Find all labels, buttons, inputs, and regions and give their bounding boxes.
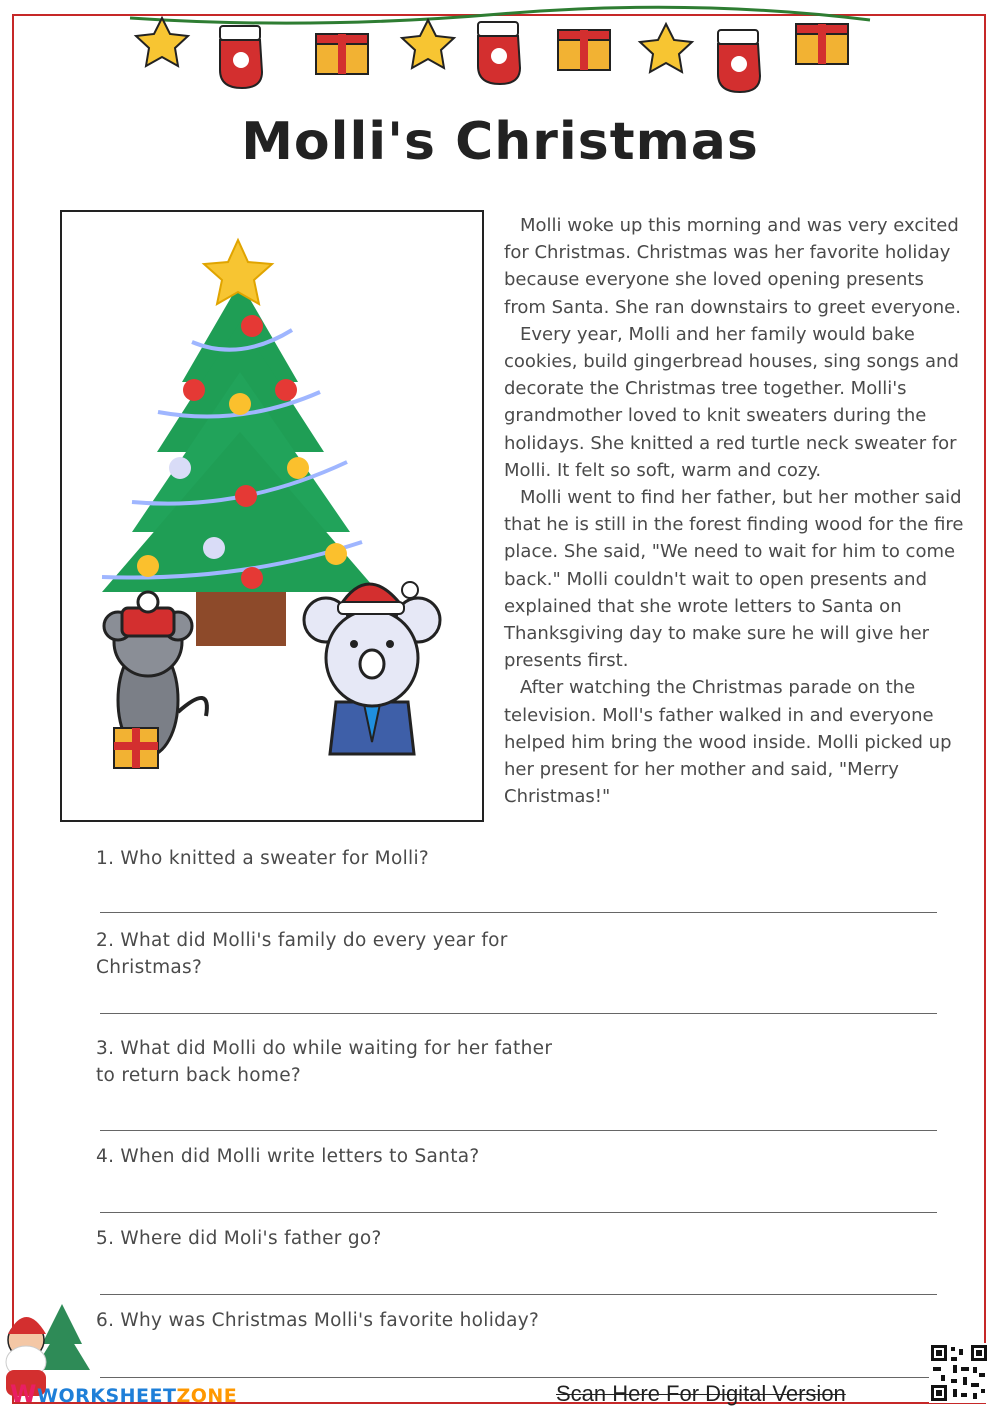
question-1: 1. Who knitted a sweater for Molli?	[96, 848, 430, 869]
story-paragraph: After watching the Christmas parade on the television. Moll's father walked in and everyone helped him bring the wood inside. Molli picked up her present for her mother and said, "Merry Christmas!"	[504, 677, 952, 808]
star-ornament-icon	[136, 18, 188, 66]
story-text	[504, 212, 964, 810]
star-ornament-icon	[640, 24, 692, 72]
mitten-ornament-icon	[478, 22, 520, 84]
question-3: 3. What did Molli do while waiting for her father to return back home?	[96, 1038, 553, 1086]
answer-line-5[interactable]	[100, 1294, 937, 1295]
question-2: 2. What did Molli's family do every year for Christmas?	[96, 930, 508, 978]
story-paragraph: Molli went to find her father, but her mother said that he is still in the forest finding wood for the fire place. She said, "We need to wait for him to come back." Molli couldn't wait to open presents and explained that she wrote letters to Santa on Thanksgiving day to make sure he will give her presents first.	[504, 487, 964, 672]
christmas-tree-mice-illustration	[62, 212, 482, 820]
answer-line-1[interactable]	[100, 912, 937, 913]
mitten-ornament-icon	[718, 30, 760, 92]
christmas-garland-decoration	[120, 0, 880, 110]
story-paragraph: Molli woke up this morning and was very excited for Christmas. Christmas was her favorite holiday because everyone she loved opening presents from Santa. She ran downstairs to greet everyone.	[504, 215, 961, 318]
answer-line-4[interactable]	[100, 1212, 937, 1213]
gift-ornament-icon	[796, 24, 848, 64]
qr-code-icon[interactable]	[929, 1343, 989, 1403]
white-mouse-santa-hat-icon	[304, 582, 440, 754]
worksheetzone-logo[interactable]: WWORKSHEETZONE	[10, 1380, 238, 1408]
question-4: 4. When did Molli write letters to Santa?	[96, 1146, 480, 1167]
answer-line-2[interactable]	[100, 1013, 937, 1014]
star-ornament-icon	[402, 20, 454, 68]
question-6: 6. Why was Christmas Molli's favorite holiday?	[96, 1310, 540, 1331]
story-illustration	[60, 210, 484, 822]
gift-ornament-icon	[558, 30, 610, 70]
question-5: 5. Where did Moli's father go?	[96, 1228, 382, 1249]
mitten-ornament-icon	[220, 26, 262, 88]
gift-ornament-icon	[316, 34, 368, 74]
page-title: Molli's Christmas	[241, 112, 759, 172]
story-paragraph: Every year, Molli and her family would bake cookies, build gingerbread houses, sing songs and decorate the Christmas tree together. Molli's grandmother loved to knit sweaters during the holidays. She knitted a red turtle neck sweater for Molli. It felt so soft, warm and cozy.	[504, 323, 959, 481]
answer-line-3[interactable]	[100, 1130, 937, 1131]
scan-digital-version-label: Scan Here For Digital Version	[556, 1381, 846, 1406]
gift-box-icon	[114, 728, 158, 768]
